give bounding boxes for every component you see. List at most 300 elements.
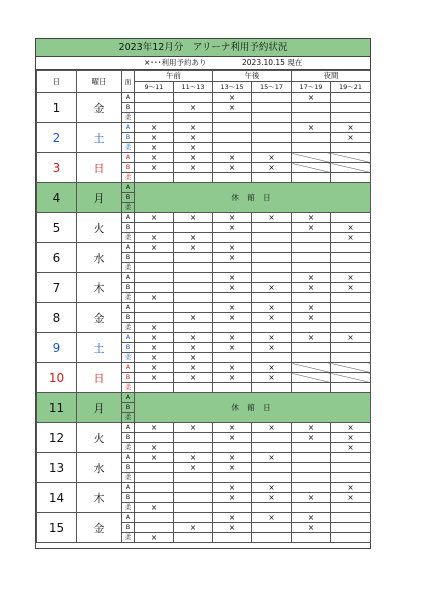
reserved-mark: ×: [135, 503, 174, 513]
slot-cell: [292, 133, 331, 143]
slot-cell: [174, 263, 213, 273]
slot-cell: [213, 533, 252, 543]
day-number: 12: [37, 423, 77, 453]
weekday-label: 日: [77, 153, 122, 183]
reserved-mark: ×: [331, 273, 371, 283]
weekday-label: 火: [77, 213, 122, 243]
reservation-body: [37, 93, 371, 543]
slot-cell: [331, 353, 371, 363]
face-label: A: [122, 93, 135, 103]
face-label: B: [122, 103, 135, 113]
slot-header: 13～15: [213, 82, 252, 93]
slot-cell: [135, 223, 174, 233]
weekday-label: 木: [77, 273, 122, 303]
reserved-mark: ×: [213, 103, 252, 113]
slot-cell: [331, 213, 371, 223]
reserved-mark: ×: [292, 513, 331, 523]
slot-cell: [174, 513, 213, 523]
reserved-mark: ×: [292, 123, 331, 133]
slot-cell: [252, 253, 292, 263]
slot-cell: [331, 93, 371, 103]
reserved-mark: ×: [213, 363, 252, 373]
day-column-header: 日: [37, 71, 77, 93]
day-number: 15: [37, 513, 77, 543]
reserved-mark: ×: [213, 463, 252, 473]
reserved-mark: ×: [174, 103, 213, 113]
slot-cell: [292, 323, 331, 333]
weekday-label: 金: [77, 303, 122, 333]
slot-cell: [292, 443, 331, 453]
face-label: B: [122, 253, 135, 263]
slot-cell: [174, 443, 213, 453]
slot-cell: [292, 293, 331, 303]
face-label: 柔: [122, 173, 135, 183]
slot-cell: [135, 523, 174, 533]
slot-cell: [135, 513, 174, 523]
slot-cell: [292, 113, 331, 123]
reserved-mark: ×: [135, 353, 174, 363]
face-label: 柔: [122, 413, 135, 423]
face-label: A: [122, 513, 135, 523]
reserved-mark: ×: [213, 273, 252, 283]
face-label: B: [122, 283, 135, 293]
slot-cell: [252, 143, 292, 153]
reserved-mark: ×: [135, 343, 174, 353]
as-of-date: 2023.10.15 現在: [242, 58, 303, 67]
face-column-header: 面: [122, 71, 135, 93]
slot-cell: [331, 463, 371, 473]
weekday-label: 水: [77, 453, 122, 483]
slot-cell: [252, 263, 292, 273]
reserved-mark: ×: [213, 493, 252, 503]
slot-cell: [252, 473, 292, 483]
reserved-mark: ×: [174, 423, 213, 433]
slot-cell: [213, 143, 252, 153]
reserved-mark: ×: [292, 523, 331, 533]
reserved-mark: ×: [292, 273, 331, 283]
face-label: A: [122, 423, 135, 433]
slot-cell: [174, 533, 213, 543]
slot-cell: [252, 433, 292, 443]
face-label: B: [122, 223, 135, 233]
slot-cell: [292, 463, 331, 473]
slot-cell: [135, 383, 174, 393]
slot-cell: [174, 113, 213, 123]
face-label: B: [122, 493, 135, 503]
slot-cell: [213, 293, 252, 303]
weekday-label: 金: [77, 93, 122, 123]
slot-cell: [331, 303, 371, 313]
period-header-afternoon: 午後: [213, 71, 292, 82]
reserved-mark: ×: [331, 493, 371, 503]
face-label: 柔: [122, 293, 135, 303]
slot-cell: [135, 113, 174, 123]
reserved-mark: ×: [252, 423, 292, 433]
slot-cell: [135, 463, 174, 473]
slot-cell: [331, 253, 371, 263]
slot-cell: [292, 453, 331, 463]
reserved-mark: ×: [331, 423, 371, 433]
unavailable-slot: [331, 153, 371, 163]
weekday-label: 水: [77, 243, 122, 273]
face-label: A: [122, 213, 135, 223]
slot-cell: [213, 503, 252, 513]
day-row: [37, 183, 371, 193]
slot-cell: [174, 303, 213, 313]
slot-cell: [292, 503, 331, 513]
day-number: 13: [37, 453, 77, 483]
slot-cell: [174, 93, 213, 103]
slot-cell: [252, 273, 292, 283]
slot-cell: [174, 273, 213, 283]
slot-cell: [292, 533, 331, 543]
day-number: 1: [37, 93, 77, 123]
slot-cell: [135, 283, 174, 293]
reserved-mark: ×: [135, 213, 174, 223]
slot-cell: [213, 323, 252, 333]
slot-cell: [135, 483, 174, 493]
slot-cell: [292, 353, 331, 363]
slot-cell: [292, 263, 331, 273]
reserved-mark: ×: [213, 153, 252, 163]
reserved-mark: ×: [331, 123, 371, 133]
reserved-mark: ×: [292, 283, 331, 293]
slot-cell: [213, 233, 252, 243]
slot-cell: [135, 473, 174, 483]
reserved-mark: ×: [331, 483, 371, 493]
slot-cell: [252, 173, 292, 183]
slot-cell: [252, 113, 292, 123]
reserved-mark: ×: [292, 223, 331, 233]
day-number: 14: [37, 483, 77, 513]
day-row: [37, 453, 371, 463]
slot-cell: [252, 293, 292, 303]
slot-cell: [252, 93, 292, 103]
day-row: [37, 423, 371, 433]
face-label: A: [122, 273, 135, 283]
slot-cell: [292, 473, 331, 483]
slot-cell: [213, 123, 252, 133]
reserved-mark: ×: [331, 433, 371, 443]
reserved-mark: ×: [292, 93, 331, 103]
face-label: A: [122, 153, 135, 163]
slot-cell: [252, 323, 292, 333]
face-label: A: [122, 363, 135, 373]
slot-cell: [331, 343, 371, 353]
face-label: B: [122, 163, 135, 173]
reserved-mark: ×: [135, 153, 174, 163]
day-number: 10: [37, 363, 77, 393]
reserved-mark: ×: [174, 353, 213, 363]
weekday-label: 日: [77, 363, 122, 393]
face-label: A: [122, 243, 135, 253]
day-row: [37, 213, 371, 223]
weekday-label: 土: [77, 333, 122, 363]
unavailable-slot: [292, 363, 331, 373]
day-row: [37, 123, 371, 133]
face-label: B: [122, 313, 135, 323]
reserved-mark: ×: [135, 333, 174, 343]
slot-cell: [135, 313, 174, 323]
reserved-mark: ×: [213, 373, 252, 383]
weekday-label: 月: [77, 183, 122, 213]
reserved-mark: ×: [174, 463, 213, 473]
slot-cell: [252, 353, 292, 363]
slot-cell: [135, 103, 174, 113]
day-row: [37, 273, 371, 283]
reserved-mark: ×: [292, 303, 331, 313]
slot-cell: [292, 243, 331, 253]
slot-cell: [213, 113, 252, 123]
reserved-mark: ×: [252, 153, 292, 163]
day-number: 9: [37, 333, 77, 363]
weekday-column-header: 曜日: [77, 71, 122, 93]
reserved-mark: ×: [292, 493, 331, 503]
slot-cell: [331, 513, 371, 523]
day-row: [37, 333, 371, 343]
day-number: 6: [37, 243, 77, 273]
slot-cell: [292, 343, 331, 353]
legend-text: ×･･･利用予約あり: [144, 58, 207, 67]
reserved-mark: ×: [213, 283, 252, 293]
slot-cell: [135, 493, 174, 503]
day-row: [37, 243, 371, 253]
face-label: A: [122, 453, 135, 463]
day-number: 4: [37, 183, 77, 213]
slot-cell: [174, 433, 213, 443]
face-label: B: [122, 403, 135, 413]
face-label: 柔: [122, 143, 135, 153]
day-number: 3: [37, 153, 77, 183]
unavailable-slot: [292, 163, 331, 173]
reserved-mark: ×: [174, 373, 213, 383]
slot-cell: [252, 243, 292, 253]
reserved-mark: ×: [135, 533, 174, 543]
slot-cell: [135, 273, 174, 283]
day-row: [37, 363, 371, 373]
reserved-mark: ×: [252, 283, 292, 293]
slot-cell: [213, 173, 252, 183]
day-row: [37, 393, 371, 403]
slot-cell: [331, 453, 371, 463]
period-header-morning: 午前: [135, 71, 213, 82]
reserved-mark: ×: [252, 313, 292, 323]
slot-cell: [174, 473, 213, 483]
reserved-mark: ×: [292, 433, 331, 443]
face-label: B: [122, 433, 135, 443]
reserved-mark: ×: [292, 213, 331, 223]
reserved-mark: ×: [252, 483, 292, 493]
slot-cell: [174, 493, 213, 503]
slot-cell: [331, 323, 371, 333]
day-number: 7: [37, 273, 77, 303]
slot-cell: [135, 433, 174, 443]
slot-cell: [174, 223, 213, 233]
day-number: 8: [37, 303, 77, 333]
reserved-mark: ×: [213, 423, 252, 433]
slot-cell: [292, 173, 331, 183]
reserved-mark: ×: [213, 303, 252, 313]
reserved-mark: ×: [174, 143, 213, 153]
weekday-label: 月: [77, 393, 122, 423]
face-label: A: [122, 123, 135, 133]
reserved-mark: ×: [174, 313, 213, 323]
reserved-mark: ×: [135, 443, 174, 453]
slot-cell: [331, 313, 371, 323]
reserved-mark: ×: [331, 443, 371, 453]
reserved-mark: ×: [292, 313, 331, 323]
reserved-mark: ×: [252, 163, 292, 173]
face-label: 柔: [122, 473, 135, 483]
reserved-mark: ×: [174, 153, 213, 163]
face-label: 柔: [122, 353, 135, 363]
reserved-mark: ×: [213, 253, 252, 263]
reserved-mark: ×: [135, 123, 174, 133]
reserved-mark: ×: [174, 233, 213, 243]
face-label: 柔: [122, 203, 135, 213]
slot-cell: [252, 133, 292, 143]
face-label: A: [122, 183, 135, 193]
reserved-mark: ×: [174, 133, 213, 143]
reserved-mark: ×: [213, 513, 252, 523]
slot-cell: [174, 173, 213, 183]
reserved-mark: ×: [331, 283, 371, 293]
slot-cell: [213, 383, 252, 393]
reserved-mark: ×: [252, 373, 292, 383]
reserved-mark: ×: [174, 243, 213, 253]
day-number: 11: [37, 393, 77, 423]
weekday-label: 火: [77, 423, 122, 453]
reserved-mark: ×: [213, 93, 252, 103]
weekday-label: 土: [77, 123, 122, 153]
reserved-mark: ×: [213, 433, 252, 443]
reserved-mark: ×: [213, 313, 252, 323]
reserved-mark: ×: [213, 343, 252, 353]
day-row: [37, 153, 371, 163]
slot-cell: [331, 533, 371, 543]
slot-cell: [252, 233, 292, 243]
slot-cell: [292, 383, 331, 393]
face-label: 柔: [122, 503, 135, 513]
face-label: 柔: [122, 113, 135, 123]
slot-cell: [292, 103, 331, 113]
unavailable-slot: [331, 363, 371, 373]
reserved-mark: ×: [135, 323, 174, 333]
slot-cell: [252, 523, 292, 533]
reserved-mark: ×: [135, 163, 174, 173]
reserved-mark: ×: [292, 423, 331, 433]
slot-cell: [331, 263, 371, 273]
slot-cell: [331, 473, 371, 483]
reserved-mark: ×: [252, 213, 292, 223]
reserved-mark: ×: [331, 233, 371, 243]
reserved-mark: ×: [135, 293, 174, 303]
slot-cell: [252, 533, 292, 543]
slot-cell: [331, 103, 371, 113]
slot-cell: [135, 173, 174, 183]
reserved-mark: ×: [213, 523, 252, 533]
reserved-mark: ×: [252, 453, 292, 463]
reserved-mark: ×: [135, 423, 174, 433]
legend-row: [36, 57, 370, 70]
slot-cell: [331, 143, 371, 153]
reserved-mark: ×: [135, 453, 174, 463]
face-label: B: [122, 343, 135, 353]
reserved-mark: ×: [213, 453, 252, 463]
face-label: A: [122, 393, 135, 403]
reserved-mark: ×: [252, 493, 292, 503]
reserved-mark: ×: [174, 363, 213, 373]
face-label: B: [122, 523, 135, 533]
face-label: 柔: [122, 383, 135, 393]
face-label: 柔: [122, 443, 135, 453]
reserved-mark: ×: [135, 363, 174, 373]
face-label: 柔: [122, 533, 135, 543]
slot-cell: [331, 173, 371, 183]
slot-cell: [252, 463, 292, 473]
reserved-mark: ×: [331, 223, 371, 233]
slot-header: 17～19: [292, 82, 331, 93]
slot-cell: [174, 383, 213, 393]
reserved-mark: ×: [174, 333, 213, 343]
day-row: [37, 303, 371, 313]
slot-header: 11～13: [174, 82, 213, 93]
reserved-mark: ×: [213, 213, 252, 223]
day-row: [37, 93, 371, 103]
reserved-mark: ×: [174, 453, 213, 463]
reserved-mark: ×: [213, 163, 252, 173]
slot-cell: [135, 253, 174, 263]
face-label: 柔: [122, 263, 135, 273]
reserved-mark: ×: [174, 213, 213, 223]
slot-cell: [331, 523, 371, 533]
slot-cell: [174, 283, 213, 293]
reservation-table: [36, 70, 371, 543]
slot-cell: [252, 443, 292, 453]
slot-cell: [252, 223, 292, 233]
unavailable-slot: [331, 163, 371, 173]
slot-cell: [174, 503, 213, 513]
day-number: 2: [37, 123, 77, 153]
slot-header: 9～11: [135, 82, 174, 93]
slot-cell: [252, 503, 292, 513]
slot-cell: [331, 383, 371, 393]
unavailable-slot: [292, 373, 331, 383]
slot-cell: [252, 123, 292, 133]
slot-cell: [174, 323, 213, 333]
slot-cell: [252, 383, 292, 393]
slot-cell: [213, 263, 252, 273]
closed-day-label: 休 館 日: [135, 393, 371, 423]
unavailable-slot: [292, 153, 331, 163]
reserved-mark: ×: [252, 513, 292, 523]
slot-cell: [331, 243, 371, 253]
slot-cell: [135, 93, 174, 103]
face-label: B: [122, 463, 135, 473]
slot-header: 15～17: [252, 82, 292, 93]
reserved-mark: ×: [174, 163, 213, 173]
reserved-mark: ×: [135, 243, 174, 253]
slot-cell: [331, 503, 371, 513]
slot-cell: [292, 253, 331, 263]
slot-cell: [174, 293, 213, 303]
face-label: 柔: [122, 233, 135, 243]
reserved-mark: ×: [213, 483, 252, 493]
slot-cell: [292, 233, 331, 243]
unavailable-slot: [331, 373, 371, 383]
reserved-mark: ×: [174, 123, 213, 133]
slot-cell: [213, 133, 252, 143]
